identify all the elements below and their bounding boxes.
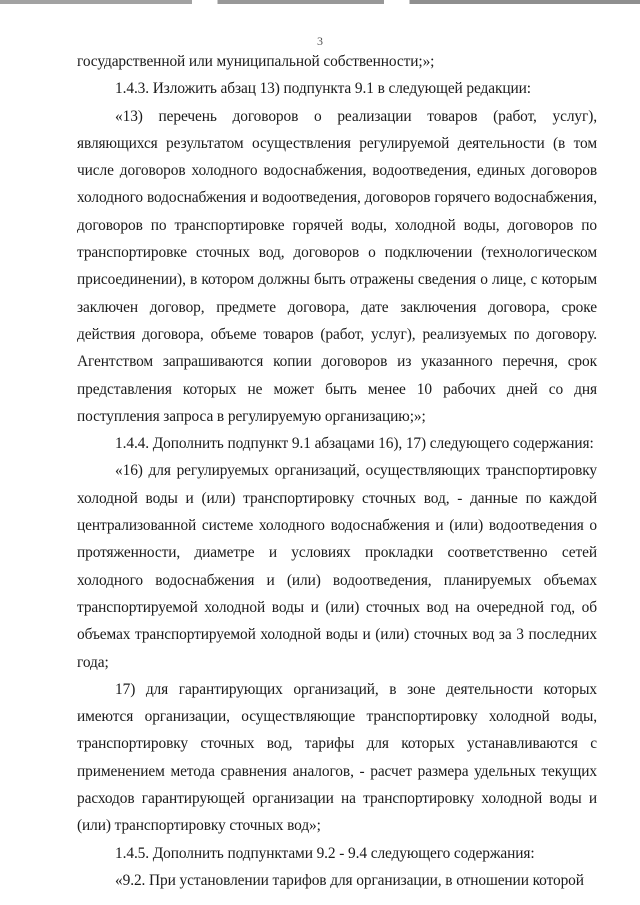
paragraph-continuation: государственной или муниципальной собственности;»; (77, 53, 435, 70)
scan-edge-artifact (0, 0, 640, 4)
paragraph-clause-9-2: «9.2. При установлении тарифов для организации, в отношении которой (115, 871, 584, 889)
paragraph-item-1-4-4: 1.4.4. Дополнить подпункт 9.1 абзацами 16), 17) следующего содержания: (115, 435, 594, 453)
paragraph-item-1-4-3: 1.4.3. Изложить абзац 13) подпункта 9.1 в следующей редакции: (115, 80, 531, 98)
paragraph-clause-16: «16) для регулируемых организаций, осуществляющих транспортировку холодной воды и (или) транспортировку сточных вод, - данные по каждой централизованной системе холодного водоснабжения и (или) водоотведения о протяженности, диаметре и условиях прокладки соответственно сетей холодного водоснабжения и (или) водоотведения, планируемых объемах транспортируемой холодной воды и (или) сточных вод на очередной год, об объемах транспортируемой холодной воды и (или) сточных вод за 3 последних года; (77, 462, 597, 671)
paragraph-item-1-4-5: 1.4.5. Дополнить подпунктами 9.2 - 9.4 следующего содержания: (115, 844, 535, 862)
paragraph-clause-13: «13) перечень договоров о реализации товаров (работ, услуг), являющихся результатом осуществления регулируемой деятельности (в том числе договоров холодного водоснабжения, водоотведения, единых договоров холодного водоснабжения и водоотведения, договоров горячего водоснабжения, договоров по транспортировке горячей воды, холодной воды, договоров по транспортировке сточных вод, договоров о подключении (технологическом присоединении), в котором должны быть отражены сведения о лице, с которым заключен договор, предмете договора, дате заключения договора, сроке действия договора, объеме товаров (работ, услуг), реализуемых по договору. Агентством запрашиваются копии договоров из указанного перечня, срок представления которых не может быть менее 10 рабочих дней со дня поступления запроса в регулируемую организацию;»; (77, 107, 597, 425)
document-body (77, 48, 597, 894)
page-number: 3 (317, 34, 323, 48)
paragraph-clause-17: 17) для гарантирующих организаций, в зоне деятельности которых имеются организации, осуществляющие транспортировку холодной воды, транспортировку сточных вод, тарифы для которых устанавливаются с применением метода сравнения аналогов, - расчет размера удельных текущих расходов гарантирующей организации на транспортировку холодной воды и (или) транспортировку сточных вод»; (77, 680, 597, 835)
